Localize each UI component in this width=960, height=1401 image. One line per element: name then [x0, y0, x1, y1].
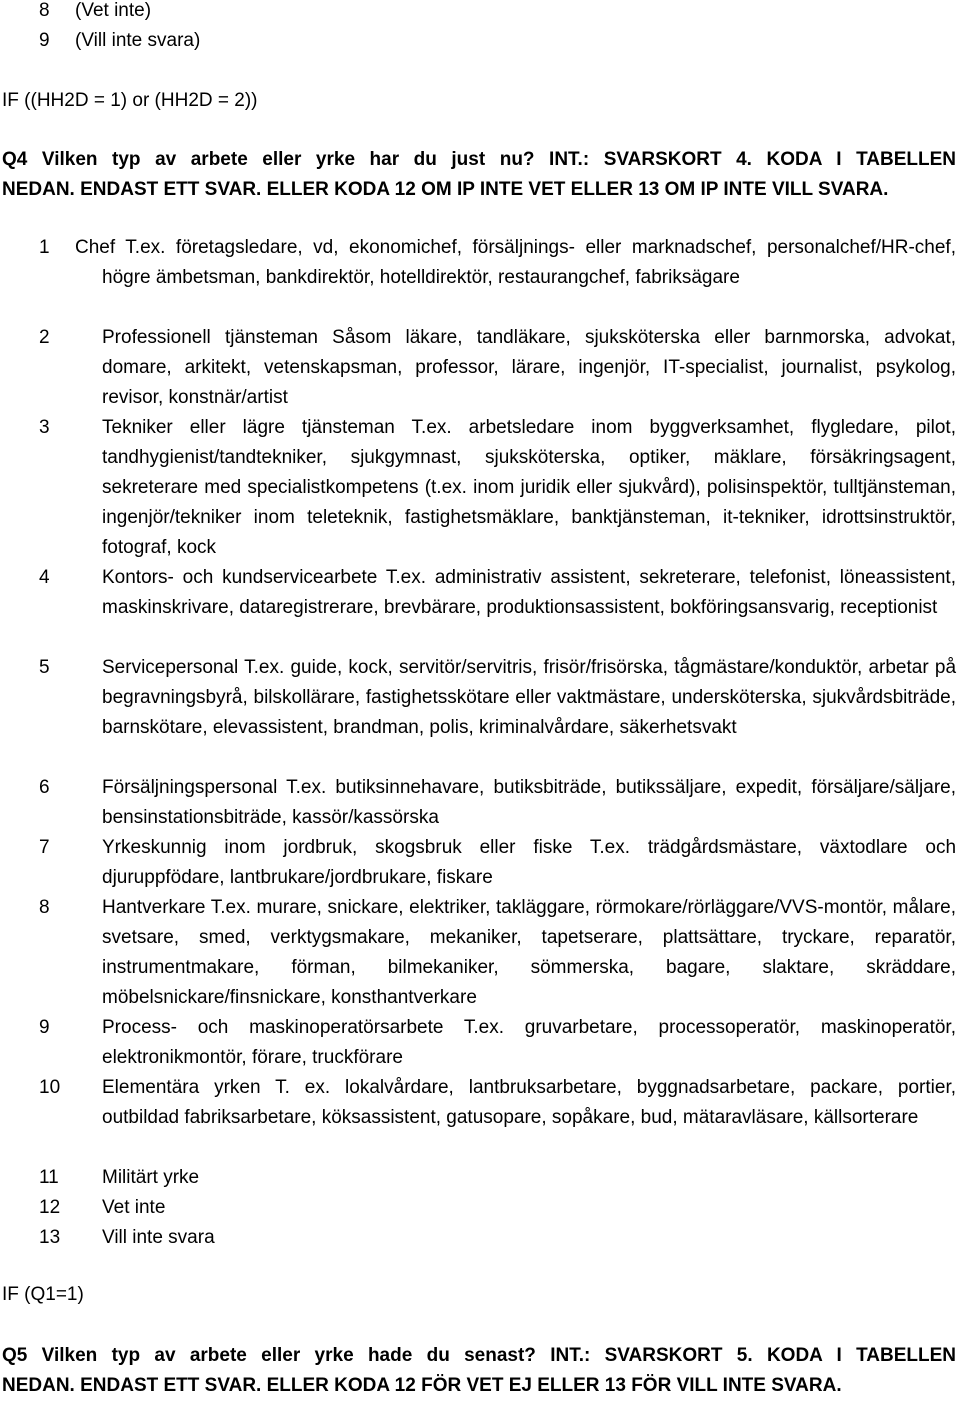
item-examples: T.ex. företagsledare, vd, ekonomichef, försäljnings- eller marknadschef, personalchef/HR-chef, högre ämbetsman, bankdirektör, hotelldirektör, restaurangchef, fabriksägare: [102, 237, 956, 288]
item-number: 4: [39, 567, 50, 588]
item-category: Försäljningspersonal: [102, 777, 278, 798]
question-q4-line1: Q4 Vilken typ av arbete eller yrke har du just nu? INT.: SVARSKORT 4. KODA I TABELLEN: [2, 149, 956, 170]
item-category: Tekniker eller lägre tjänsteman: [102, 417, 395, 438]
question-q4-line2: NEDAN. ENDAST ETT SVAR. ELLER KODA 12 OM IP INTE VET ELLER 13 OM IP INTE VILL SVARA.: [2, 179, 889, 200]
question-q5: [2, 1341, 956, 1401]
pre-item-number: 8: [39, 0, 50, 21]
item-examples: T.ex. arbetsledare inom byggverksamhet, flygledare, pilot, tandhygienist/tandtekniker, sjukgymnast, sjuksköterska, optiker, mäklare, försäkringsagent, sekreterare med specialistkompetens (t.ex. inom juridik eller sjukvård), polisinspektör, tulltjänsteman, ingenjör/tekniker inom teleteknik, fastighetsmäklare, banktjänsteman, it-tekniker, idrottsinstruktör, fotograf, kock: [102, 417, 956, 558]
item-number: 5: [39, 657, 50, 678]
item-number: 11: [39, 1167, 59, 1188]
question-q5-line2: NEDAN. ENDAST ETT SVAR. ELLER KODA 12 FÖR VET EJ ELLER 13 FÖR VILL INTE SVARA.: [2, 1375, 842, 1396]
item-category: Vill inte svara: [102, 1227, 215, 1248]
item-category: Kontors- och kundservicearbete: [102, 567, 378, 588]
item-examples: T.ex. butiksinnehavare, butiksbiträde, butikssäljare, expedit, försäljare/säljare, bensinstationsbiträde, kassör/kassörska: [102, 777, 957, 828]
item-number: 1: [39, 237, 50, 258]
condition-text: IF (Q1=1): [2, 1284, 84, 1305]
item-examples: T. ex. lokalvårdare, lantbruksarbetare, byggnadsarbetare, packare, portier, outbildad fabriksarbetare, köksassistent, gatusopare, sopåkare, bud, mätaravläsare, källsorterare: [102, 1077, 957, 1128]
list-item: [39, 833, 956, 893]
list-item: [39, 1163, 956, 1193]
item-category: Yrkeskunnig inom jordbruk, skogsbruk eller fiske: [102, 837, 573, 858]
item-number: 13: [39, 1227, 61, 1248]
item-number: 6: [39, 777, 50, 798]
pre-item: [39, 0, 151, 22]
item-number: 12: [39, 1197, 61, 1218]
pre-item-number: 9: [39, 30, 50, 51]
list-item: [39, 1073, 956, 1133]
list-item: [39, 1193, 956, 1223]
item-category: Vet inte: [102, 1197, 166, 1218]
item-examples: T.ex. guide, kock, servitör/servitris, frisör/frisörska, tågmästare/konduktör, arbetar på begravningsbyrå, bilskollärare, fastighetsskötare eller vaktmästare, undersköterska, sjukvårdsbiträde, barnskötare, elevassistent, brandman, polis, kriminalvårdare, säkerhetsvakt: [102, 657, 957, 738]
pre-item: [39, 30, 200, 52]
list-item: [39, 413, 956, 563]
pre-item-text: (Vet inte): [75, 0, 152, 21]
condition-text: IF ((HH2D = 1) or (HH2D = 2)): [2, 90, 258, 111]
item-examples: T.ex. administrativ assistent, sekreterare, telefonist, löneassistent, maskinskrivare, dataregistrerare, brevbärare, produktionsassistent, bokföringsansvarig, receptionist: [102, 567, 956, 618]
pre-item-text: (Vill inte svara): [75, 30, 201, 51]
item-examples: T.ex. murare, snickare, elektriker, takläggare, rörmokare/rörläggare/VVS-montör, målare, svetsare, smed, verktygsmakare, mekaniker, tapetserare, plattsättare, tryckare, reparatör, instrumentmakare, förman, bilmekaniker, sömmerska, bagare, slaktare, skräddare, möbelsnickare/finsnickare, konsthantverkare: [102, 897, 957, 1008]
item-examples: T.ex. gruvarbetare, processoperatör, maskinoperatör, elektronikmontör, förare, truckförare: [102, 1017, 956, 1068]
item-category: Elementära yrken: [102, 1077, 261, 1098]
item-category: Servicepersonal: [102, 657, 239, 678]
item-category: Process- och maskinoperatörsarbete: [102, 1017, 444, 1038]
list-item: [39, 893, 956, 1013]
item-number: 2: [39, 327, 50, 348]
list-item: [39, 653, 956, 743]
item-examples: T.ex. trädgårdsmästare, växtodlare och djuruppfödare, lantbrukare/jordbrukare, fiskare: [102, 837, 957, 888]
item-category: Chef: [75, 237, 116, 258]
item-category: Militärt yrke: [102, 1167, 200, 1188]
item-category: Professionell tjänsteman: [102, 327, 318, 348]
item-number: 8: [39, 897, 50, 918]
list-item: [39, 773, 956, 833]
list-item: [39, 1013, 956, 1073]
list-item: [39, 563, 956, 623]
item-number: 7: [39, 837, 50, 858]
item-number: 3: [39, 417, 50, 438]
item-number: 10: [39, 1077, 61, 1098]
question-q5-line1: Q5 Vilken typ av arbete eller yrke hade du senast? INT.: SVARSKORT 5. KODA I TABELLEN: [2, 1345, 956, 1366]
item-category: Hantverkare: [102, 897, 206, 918]
list-item: [39, 1223, 956, 1253]
list-item: [39, 323, 956, 413]
question-q4: [2, 145, 956, 205]
item-number: 9: [39, 1017, 50, 1038]
list-item: [39, 233, 956, 293]
item-examples: Såsom läkare, tandläkare, sjuksköterska eller barnmorska, advokat, domare, arkitekt, vetenskapsman, professor, lärare, ingenjör, IT-specialist, journalist, psykolog, revisor, konstnär/artist: [102, 327, 957, 408]
